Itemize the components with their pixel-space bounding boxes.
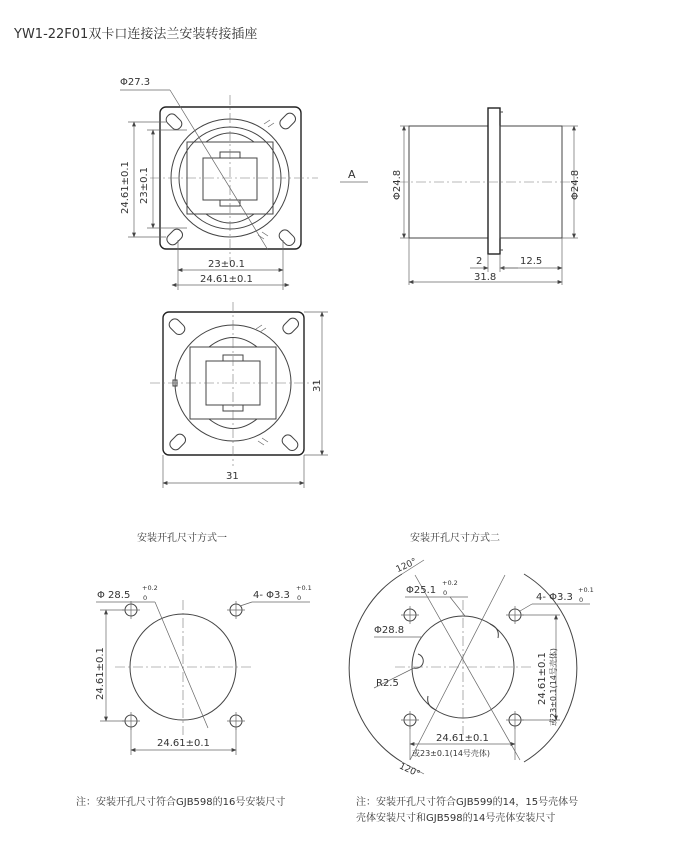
cutout1-holes-tol-up: +0.1 xyxy=(296,584,312,592)
rear-dim-v: 31 xyxy=(312,379,323,392)
rear-dim-h: 31 xyxy=(226,471,239,482)
cutout2-note-line1: 注：安装开孔尺寸符合GJB599的14，15号壳体号 xyxy=(356,797,579,808)
side-phi-right: Φ24.8 xyxy=(570,169,581,200)
cutout1-dim-v: 24.61±0.1 xyxy=(95,647,106,700)
side-dim-total: 31.8 xyxy=(474,272,497,283)
cutout1-holes xyxy=(122,601,245,730)
cutout2-phi-small-tol-low: 0 xyxy=(443,589,448,597)
front-view xyxy=(120,77,368,290)
cutout1-note: 注：安装开孔尺寸符合GJB598的16号安装尺寸 xyxy=(76,797,286,808)
rear-view xyxy=(150,302,328,488)
cutout2-holes-tol-low: 0 xyxy=(579,596,584,604)
cutout-option-1 xyxy=(76,531,312,808)
cutout2-title: 安装开孔尺寸方式二 xyxy=(410,533,500,544)
cutout2-note-line2: 壳体安装尺寸和GJB598的14号壳体安装尺寸 xyxy=(356,813,556,824)
cutout1-phi: Φ 28.5 xyxy=(97,590,131,601)
page-title: YW1-22F01双卡口连接法兰安装转接插座 xyxy=(14,27,258,42)
cutout1-phi-tol-up: +0.2 xyxy=(142,584,158,592)
section-marker-a: A xyxy=(348,168,356,181)
front-dim-h-outer: 24.61±0.1 xyxy=(200,274,253,285)
side-view xyxy=(392,108,581,285)
cutout2-holes-label: 4- Φ3.3 xyxy=(536,592,573,603)
front-dim-h-inner: 23±0.1 xyxy=(208,259,246,270)
cutout2-dim-v: 24.61±0.1 xyxy=(537,652,548,705)
front-dim-v-outer: 24.61±0.1 xyxy=(120,161,131,214)
front-mounting-holes xyxy=(164,111,298,248)
cutout-option-2 xyxy=(349,531,594,824)
front-dim-v-inner: 23±0.1 xyxy=(139,166,150,204)
rear-mounting-holes xyxy=(167,316,301,453)
cutout2-radius: R2.5 xyxy=(376,678,399,689)
cutout2-angle-top: 120° xyxy=(394,556,419,576)
cutout2-angle-bottom: 120° xyxy=(397,761,422,780)
cutout2-phi-small: Φ25.1 xyxy=(406,585,437,596)
cutout2-dim-h: 24.61±0.1 xyxy=(436,733,489,744)
side-phi-left: Φ24.8 xyxy=(392,169,403,200)
side-dim-body: 12.5 xyxy=(520,256,543,267)
cutout2-phi-large: Φ28.8 xyxy=(374,625,405,636)
cutout1-holes-label: 4- Φ3.3 xyxy=(253,590,290,601)
cutout2-phi-small-tol-up: +0.2 xyxy=(442,579,458,587)
cutout2-dim-v-alt: 或23±0.1(14号壳体) xyxy=(549,647,558,726)
cutout2-holes-tol-up: +0.1 xyxy=(578,586,594,594)
cutout2-dim-h-alt: 或23±0.1(14号壳体) xyxy=(412,749,491,758)
cutout1-holes-tol-low: 0 xyxy=(297,594,302,602)
cutout1-dim-h: 24.61±0.1 xyxy=(157,738,210,749)
cutout1-phi-tol-low: 0 xyxy=(143,594,148,602)
front-phi-label: Φ27.3 xyxy=(120,77,151,88)
cutout1-title: 安装开孔尺寸方式一 xyxy=(137,533,227,544)
side-dim-flange: 2 xyxy=(476,256,483,267)
